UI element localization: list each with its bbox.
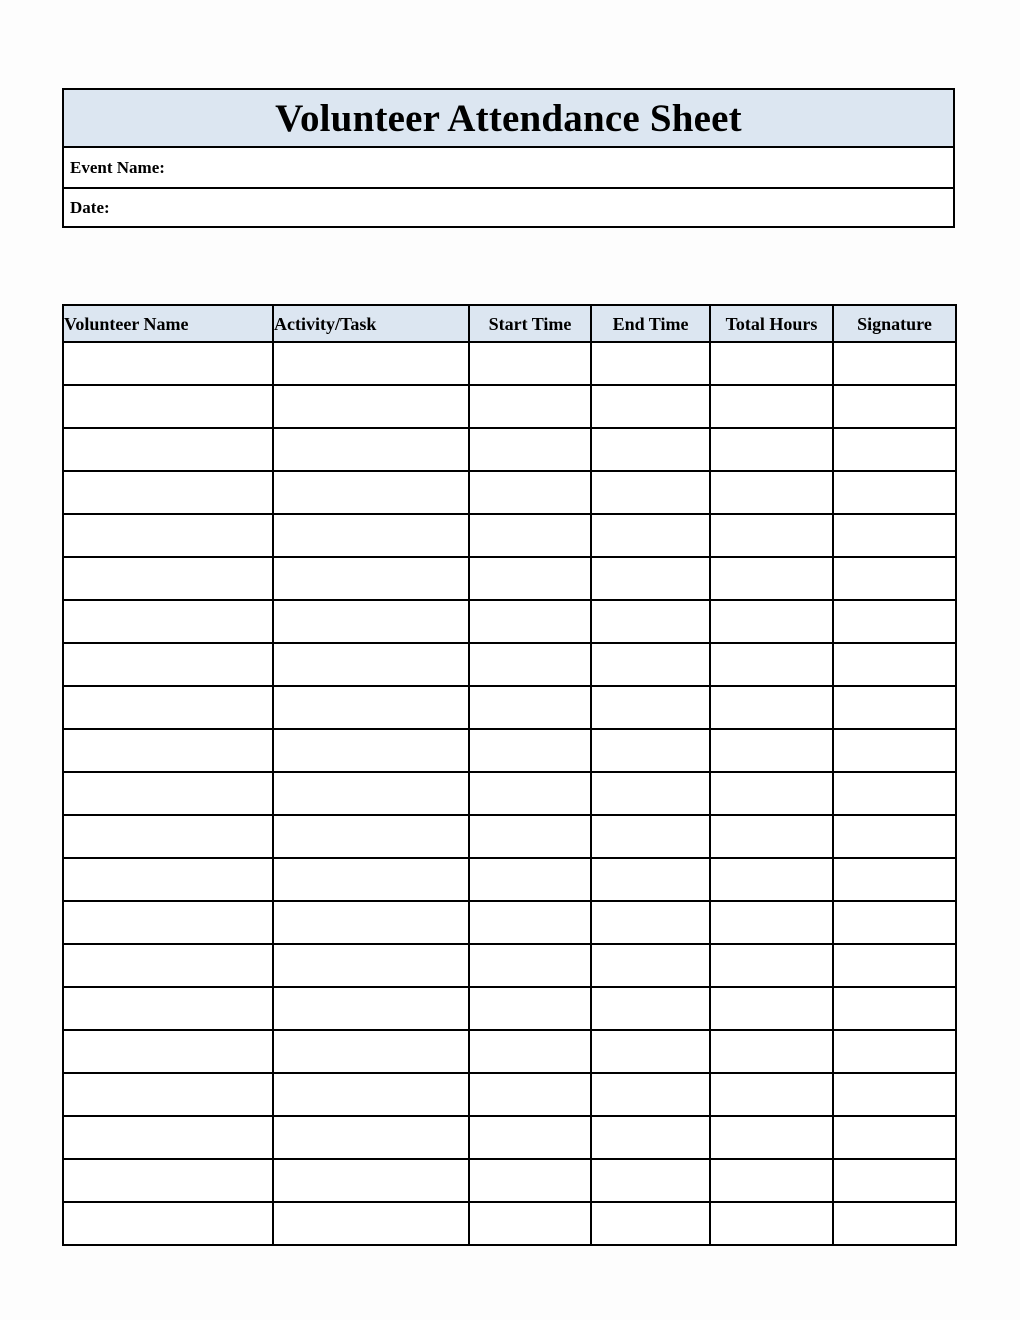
- cell-end_time[interactable]: [591, 428, 710, 471]
- table-row: [63, 858, 956, 901]
- cell-activity_task[interactable]: [273, 686, 469, 729]
- title-bar: [64, 90, 953, 148]
- cell-volunteer_name[interactable]: [63, 342, 273, 385]
- cell-signature[interactable]: [833, 858, 956, 901]
- cell-activity_task[interactable]: [273, 600, 469, 643]
- cell-activity_task[interactable]: [273, 1116, 469, 1159]
- cell-end_time[interactable]: [591, 987, 710, 1030]
- table-row: [63, 643, 956, 686]
- cell-end_time[interactable]: [591, 1116, 710, 1159]
- cell-activity_task[interactable]: [273, 557, 469, 600]
- cell-signature[interactable]: [833, 944, 956, 987]
- column-header-start-time: Start Time: [469, 305, 591, 342]
- cell-end_time[interactable]: [591, 1030, 710, 1073]
- cell-end_time[interactable]: [591, 901, 710, 944]
- document-header-block: [62, 88, 955, 228]
- cell-activity_task[interactable]: [273, 1073, 469, 1116]
- column-header-signature: Signature: [833, 305, 956, 342]
- cell-total_hours[interactable]: [710, 987, 833, 1030]
- table-row: [63, 944, 956, 987]
- cell-total_hours[interactable]: [710, 1202, 833, 1245]
- cell-total_hours[interactable]: [710, 815, 833, 858]
- cell-volunteer_name[interactable]: [63, 557, 273, 600]
- cell-start_time[interactable]: [469, 944, 591, 987]
- date-row[interactable]: [64, 187, 953, 226]
- cell-total_hours[interactable]: [710, 944, 833, 987]
- cell-total_hours[interactable]: [710, 342, 833, 385]
- cell-volunteer_name[interactable]: [63, 1030, 273, 1073]
- cell-total_hours[interactable]: [710, 428, 833, 471]
- cell-activity_task[interactable]: [273, 643, 469, 686]
- cell-volunteer_name[interactable]: [63, 987, 273, 1030]
- table-row: [63, 471, 956, 514]
- cell-total_hours[interactable]: [710, 772, 833, 815]
- cell-total_hours[interactable]: [710, 1073, 833, 1116]
- page-title: Volunteer Attendance Sheet: [275, 96, 742, 140]
- date-label: Date:: [70, 198, 110, 217]
- event-name-row[interactable]: [64, 148, 953, 187]
- cell-end_time[interactable]: [591, 729, 710, 772]
- cell-start_time[interactable]: [469, 428, 591, 471]
- table-row: [63, 1073, 956, 1116]
- cell-start_time[interactable]: [469, 901, 591, 944]
- cell-signature[interactable]: [833, 1159, 956, 1202]
- cell-volunteer_name[interactable]: [63, 514, 273, 557]
- cell-total_hours[interactable]: [710, 385, 833, 428]
- table-row: [63, 557, 956, 600]
- cell-volunteer_name[interactable]: [63, 944, 273, 987]
- cell-total_hours[interactable]: [710, 1159, 833, 1202]
- table-row: [63, 428, 956, 471]
- cell-start_time[interactable]: [469, 471, 591, 514]
- cell-volunteer_name[interactable]: [63, 385, 273, 428]
- cell-total_hours[interactable]: [710, 557, 833, 600]
- cell-end_time[interactable]: [591, 557, 710, 600]
- cell-start_time[interactable]: [469, 1159, 591, 1202]
- cell-volunteer_name[interactable]: [63, 471, 273, 514]
- cell-start_time[interactable]: [469, 729, 591, 772]
- cell-signature[interactable]: [833, 1073, 956, 1116]
- cell-total_hours[interactable]: [710, 686, 833, 729]
- cell-signature[interactable]: [833, 729, 956, 772]
- cell-signature[interactable]: [833, 815, 956, 858]
- cell-activity_task[interactable]: [273, 987, 469, 1030]
- cell-end_time[interactable]: [591, 600, 710, 643]
- cell-volunteer_name[interactable]: [63, 600, 273, 643]
- table-row: [63, 987, 956, 1030]
- cell-activity_task[interactable]: [273, 1202, 469, 1245]
- cell-activity_task[interactable]: [273, 772, 469, 815]
- cell-signature[interactable]: [833, 643, 956, 686]
- cell-end_time[interactable]: [591, 342, 710, 385]
- table-row: [63, 342, 956, 385]
- cell-end_time[interactable]: [591, 772, 710, 815]
- cell-volunteer_name[interactable]: [63, 858, 273, 901]
- cell-signature[interactable]: [833, 686, 956, 729]
- column-header-end-time: End Time: [591, 305, 710, 342]
- cell-volunteer_name[interactable]: [63, 1073, 273, 1116]
- cell-signature[interactable]: [833, 514, 956, 557]
- cell-end_time[interactable]: [591, 643, 710, 686]
- cell-end_time[interactable]: [591, 385, 710, 428]
- attendance-table: [62, 304, 957, 1246]
- table-header: [63, 305, 956, 342]
- cell-activity_task[interactable]: [273, 471, 469, 514]
- cell-total_hours[interactable]: [710, 471, 833, 514]
- cell-activity_task[interactable]: [273, 729, 469, 772]
- cell-end_time[interactable]: [591, 471, 710, 514]
- cell-total_hours[interactable]: [710, 901, 833, 944]
- cell-start_time[interactable]: [469, 1073, 591, 1116]
- cell-signature[interactable]: [833, 901, 956, 944]
- cell-signature[interactable]: [833, 471, 956, 514]
- cell-volunteer_name[interactable]: [63, 772, 273, 815]
- cell-volunteer_name[interactable]: [63, 901, 273, 944]
- cell-start_time[interactable]: [469, 1030, 591, 1073]
- cell-start_time[interactable]: [469, 686, 591, 729]
- cell-end_time[interactable]: [591, 815, 710, 858]
- cell-volunteer_name[interactable]: [63, 1202, 273, 1245]
- cell-signature[interactable]: [833, 385, 956, 428]
- cell-activity_task[interactable]: [273, 428, 469, 471]
- table-row: [63, 1030, 956, 1073]
- table-row: [63, 686, 956, 729]
- cell-start_time[interactable]: [469, 858, 591, 901]
- cell-signature[interactable]: [833, 1116, 956, 1159]
- cell-end_time[interactable]: [591, 514, 710, 557]
- table-row: [63, 729, 956, 772]
- cell-total_hours[interactable]: [710, 600, 833, 643]
- table-row: [63, 1116, 956, 1159]
- cell-signature[interactable]: [833, 557, 956, 600]
- cell-signature[interactable]: [833, 600, 956, 643]
- cell-activity_task[interactable]: [273, 901, 469, 944]
- cell-activity_task[interactable]: [273, 514, 469, 557]
- table-row: [63, 600, 956, 643]
- table-row: [63, 815, 956, 858]
- cell-signature[interactable]: [833, 772, 956, 815]
- cell-start_time[interactable]: [469, 772, 591, 815]
- cell-volunteer_name[interactable]: [63, 428, 273, 471]
- cell-end_time[interactable]: [591, 1073, 710, 1116]
- table-row: [63, 772, 956, 815]
- table-row: [63, 1159, 956, 1202]
- cell-signature[interactable]: [833, 428, 956, 471]
- cell-start_time[interactable]: [469, 385, 591, 428]
- cell-total_hours[interactable]: [710, 643, 833, 686]
- cell-total_hours[interactable]: [710, 1116, 833, 1159]
- cell-end_time[interactable]: [591, 858, 710, 901]
- table-row: [63, 901, 956, 944]
- cell-start_time[interactable]: [469, 557, 591, 600]
- cell-activity_task[interactable]: [273, 858, 469, 901]
- cell-start_time[interactable]: [469, 1116, 591, 1159]
- cell-start_time[interactable]: [469, 1202, 591, 1245]
- event-name-label: Event Name:: [70, 158, 165, 177]
- cell-signature[interactable]: [833, 1202, 956, 1245]
- table-row: [63, 514, 956, 557]
- table-header-row: [63, 305, 956, 342]
- cell-total_hours[interactable]: [710, 858, 833, 901]
- cell-total_hours[interactable]: [710, 514, 833, 557]
- cell-end_time[interactable]: [591, 686, 710, 729]
- cell-start_time[interactable]: [469, 987, 591, 1030]
- cell-volunteer_name[interactable]: [63, 815, 273, 858]
- cell-volunteer_name[interactable]: [63, 686, 273, 729]
- cell-activity_task[interactable]: [273, 342, 469, 385]
- cell-start_time[interactable]: [469, 514, 591, 557]
- cell-end_time[interactable]: [591, 1202, 710, 1245]
- cell-start_time[interactable]: [469, 643, 591, 686]
- cell-end_time[interactable]: [591, 944, 710, 987]
- cell-activity_task[interactable]: [273, 815, 469, 858]
- cell-volunteer_name[interactable]: [63, 1159, 273, 1202]
- table-row: [63, 1202, 956, 1245]
- column-header-total-hours: Total Hours: [710, 305, 833, 342]
- cell-signature[interactable]: [833, 1030, 956, 1073]
- cell-volunteer_name[interactable]: [63, 729, 273, 772]
- cell-total_hours[interactable]: [710, 1030, 833, 1073]
- cell-activity_task[interactable]: [273, 944, 469, 987]
- cell-start_time[interactable]: [469, 815, 591, 858]
- table-body: [63, 342, 956, 1245]
- cell-start_time[interactable]: [469, 600, 591, 643]
- cell-signature[interactable]: [833, 987, 956, 1030]
- cell-activity_task[interactable]: [273, 1159, 469, 1202]
- cell-activity_task[interactable]: [273, 1030, 469, 1073]
- cell-total_hours[interactable]: [710, 729, 833, 772]
- table-row: [63, 385, 956, 428]
- cell-volunteer_name[interactable]: [63, 643, 273, 686]
- cell-volunteer_name[interactable]: [63, 1116, 273, 1159]
- cell-activity_task[interactable]: [273, 385, 469, 428]
- column-header-volunteer-name: Volunteer Name: [63, 305, 273, 342]
- cell-signature[interactable]: [833, 342, 956, 385]
- column-header-activity-task: Activity/Task: [273, 305, 469, 342]
- cell-start_time[interactable]: [469, 342, 591, 385]
- cell-end_time[interactable]: [591, 1159, 710, 1202]
